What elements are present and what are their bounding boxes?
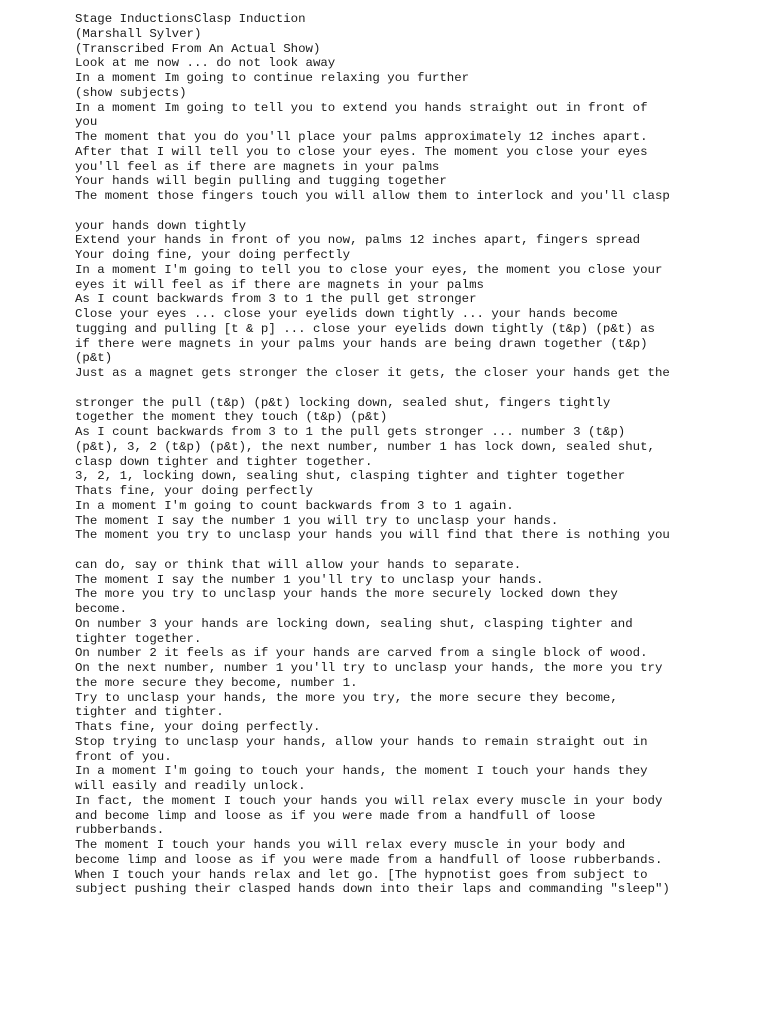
document-line: and become limp and loose as if you were made from a handfull of loose	[75, 808, 596, 823]
document-line: As I count backwards from 3 to 1 the pull get stronger	[75, 292, 477, 307]
document-line: Just as a magnet gets stronger the closer it gets, the closer your hands get the	[75, 366, 670, 380]
document-line: The moment I touch your hands you will relax every muscle in your body and	[75, 838, 626, 852]
document-line	[75, 204, 745, 219]
document-line: Stop trying to unclasp your hands, allow your hands to remain straight out in	[75, 734, 648, 749]
document-line: eyes it will feel as if there are magnets in your palms	[75, 277, 484, 292]
document-line: if there were magnets in your palms your hands are being drawn together (t&p)	[75, 336, 648, 351]
document-line: your hands down tightly	[75, 218, 247, 233]
document-line: The more you try to unclasp your hands the more securely locked down they	[75, 587, 618, 602]
document-line: stronger the pull (t&p) (p&t) locking down, sealed shut, fingers tightly	[75, 395, 611, 410]
document-line: you	[75, 115, 98, 130]
document-line: Look at me now ... do not look away	[75, 56, 336, 71]
document-line: In a moment I'm going to count backwards from 3 to 1 again.	[75, 498, 514, 513]
document-line: (p&t)	[75, 351, 113, 366]
document-line: the more secure they become, number 1.	[75, 675, 358, 690]
document-line: Thats fine, your doing perfectly	[75, 484, 313, 498]
document-line: (p&t), 3, 2 (t&p) (p&t), the next number, number 1 has lock down, sealed shut,	[75, 439, 655, 454]
document-line: tighter together.	[75, 631, 202, 646]
document-line: The moment I say the number 1 you'll try to unclasp your hands.	[75, 572, 544, 587]
document-line: Your hands will begin pulling and tugging together	[75, 174, 447, 189]
document-line: In a moment I'm going to tell you to close your eyes, the moment you close your	[75, 262, 663, 277]
document-line: you'll feel as if there are magnets in your palms	[75, 159, 440, 174]
document-line: Extend your hands in front of you now, palms 12 inches apart, fingers spread	[75, 233, 641, 248]
document-line: can do, say or think that will allow your hands to separate.	[75, 557, 522, 572]
document-line: tugging and pulling [t & p] ... close your eyelids down tightly (t&p) (p&t) as	[75, 321, 655, 336]
document-line: The moment those fingers touch you will allow them to interlock and you'll clasp	[75, 189, 670, 203]
document-line: On number 2 it feels as if your hands are carved from a single block of wood.	[75, 646, 648, 661]
document-line: (show subjects)	[75, 85, 187, 100]
document-line: In a moment I'm going to touch your hands, the moment I touch your hands they	[75, 764, 648, 779]
document-line: Try to unclasp your hands, the more you try, the more secure they become,	[75, 690, 618, 705]
document-line: tighter and tighter.	[75, 705, 224, 720]
document-line: The moment you try to unclasp your hands you will find that there is nothing you	[75, 528, 670, 543]
document-line: In a moment Im going to tell you to extend you hands straight out in front of	[75, 100, 648, 115]
document-line: Stage InductionsClasp Induction	[75, 12, 306, 26]
document-line: become.	[75, 602, 128, 616]
document-line: After that I will tell you to close your eyes. The moment you close your eyes	[75, 144, 648, 159]
document-line: Close your eyes ... close your eyelids down tightly ... your hands become	[75, 307, 618, 321]
document-line: (Transcribed From An Actual Show)	[75, 41, 321, 56]
document-line	[75, 543, 745, 558]
document-line: In fact, the moment I touch your hands you will relax every muscle in your body	[75, 793, 663, 808]
document-line: clasp down tighter and tighter together.	[75, 454, 373, 469]
document-line: When I touch your hands relax and let go. [The hypnotist goes from subject to	[75, 867, 648, 882]
document-line: On the next number, number 1 you'll try to unclasp your hands, the more you try	[75, 661, 663, 675]
document-line: become limp and loose as if you were made from a handfull of loose rubberbands.	[75, 852, 663, 867]
document-line	[75, 381, 745, 396]
document-line: together the moment they touch (t&p) (p&t)	[75, 410, 388, 425]
document-line: (Marshall Sylver)	[75, 26, 202, 41]
document-line: rubberbands.	[75, 823, 165, 838]
document-text	[75, 12, 745, 897]
document-line: On number 3 your hands are locking down, sealing shut, clasping tighter and	[75, 616, 633, 631]
document-line: The moment I say the number 1 you will try to unclasp your hands.	[75, 513, 559, 528]
document-line: Your doing fine, your doing perfectly	[75, 248, 351, 262]
document-line: Thats fine, your doing perfectly.	[75, 720, 321, 734]
document-line: front of you.	[75, 749, 172, 764]
document-line: subject pushing their clasped hands down into their laps and commanding "sleep")	[75, 882, 670, 897]
document-line: The moment that you do you'll place your palms approximately 12 inches apart.	[75, 130, 648, 144]
document-line: As I count backwards from 3 to 1 the pull gets stronger ... number 3 (t&p)	[75, 425, 626, 439]
document-line: In a moment Im going to continue relaxing you further	[75, 71, 470, 85]
document-line: will easily and readily unlock.	[75, 779, 306, 793]
document-line: 3, 2, 1, locking down, sealing shut, clasping tighter and tighter together	[75, 469, 626, 484]
